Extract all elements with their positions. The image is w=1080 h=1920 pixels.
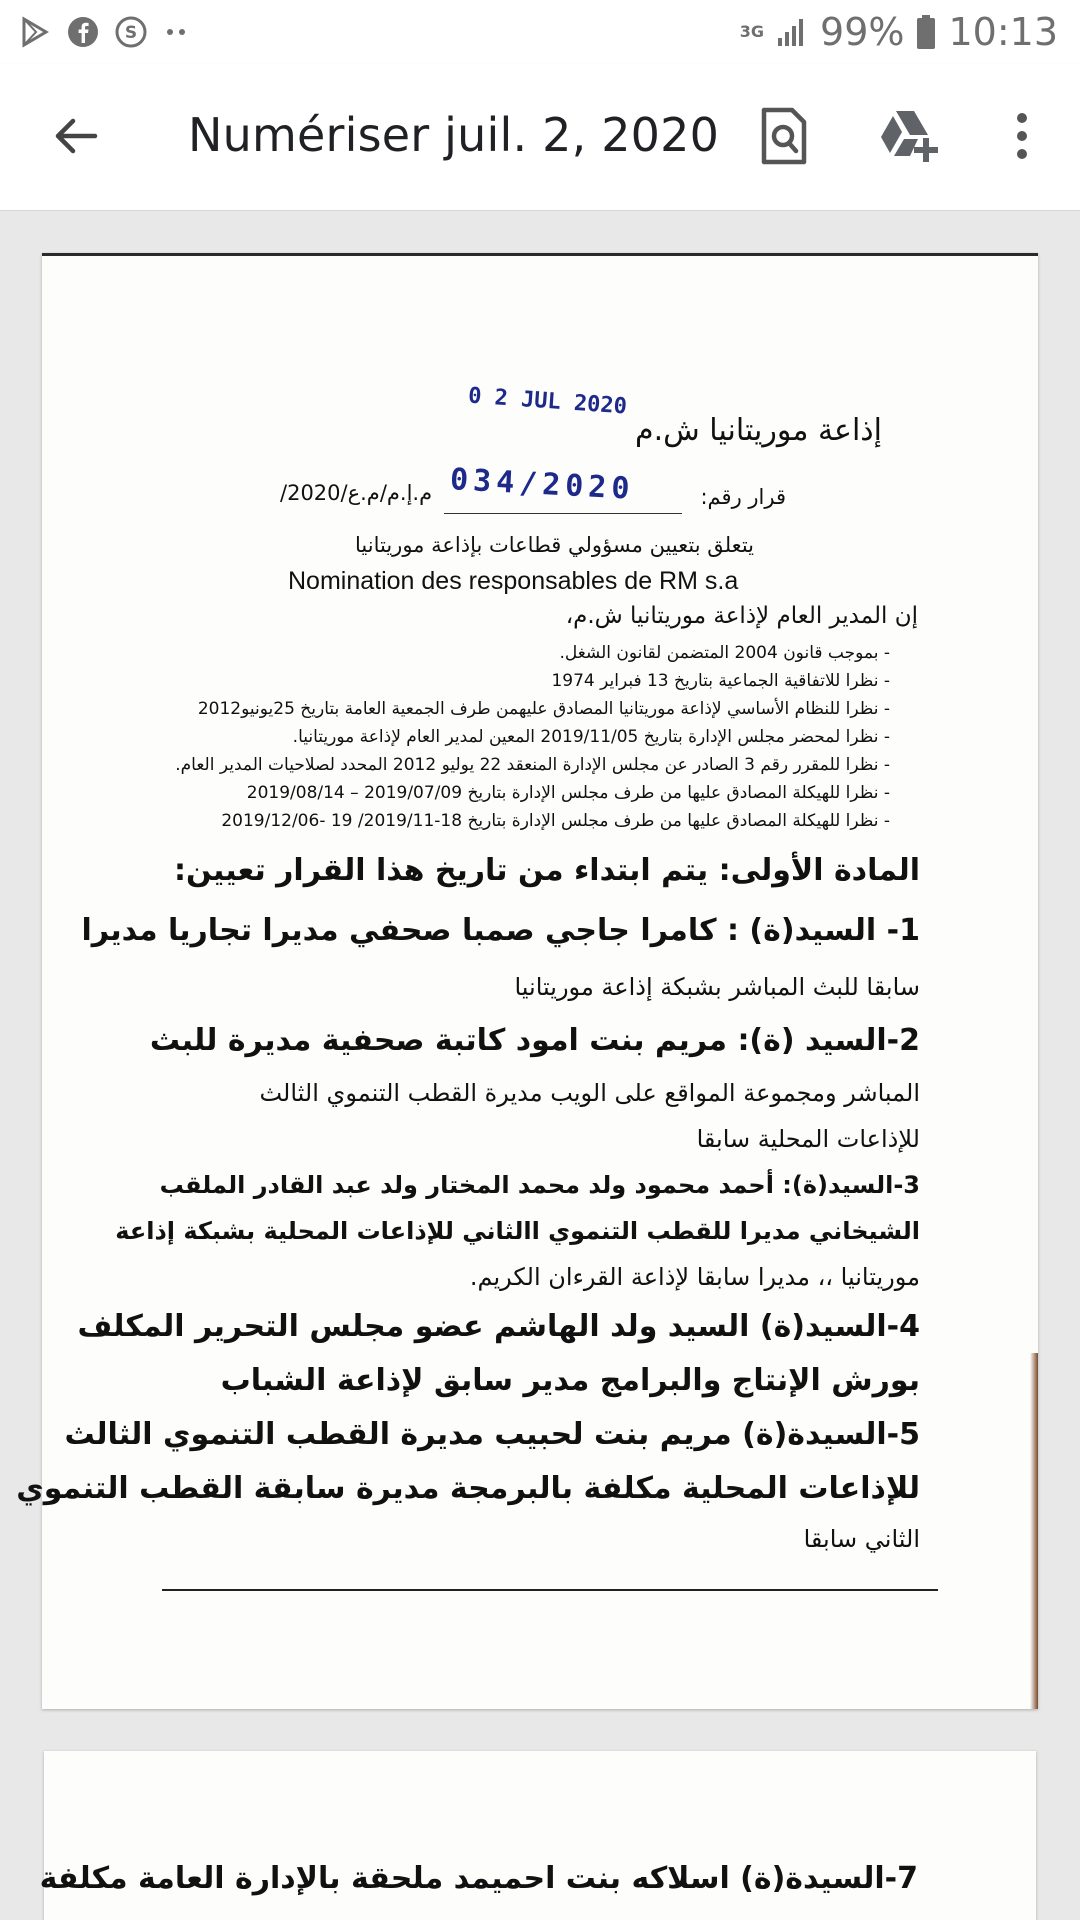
appointment-line: 7-السيدة(ة) اسلاكه بنت احميمد ملحقة بالإدارة العامة مكلفة <box>39 1861 918 1896</box>
appointment-line: للإذاعات المحلية مكلفة بالبرمجة مديرة سابقة القطب التنموي <box>16 1471 920 1506</box>
overflow-menu-button[interactable] <box>984 98 1060 174</box>
decision-suffix: /م.إ.م/م.ع/2020 <box>280 481 433 505</box>
decision-label: قرار رقم: <box>700 485 786 509</box>
overflow-menu-icon <box>1012 111 1032 161</box>
appointment-line: 5-السيدة(ة) مريم بنت لحبيب مديرة القطب التنموي الثالث <box>64 1417 920 1452</box>
appointment-line: الثاني سابقا <box>803 1525 920 1553</box>
document-page-2 <box>39 1751 1036 1920</box>
appointment-line: 4-السيد(ة) السيد ولد الهاشم عضو مجلس التحرير المكلف <box>77 1309 920 1344</box>
appointment-line: بورش الإنتاج والبرامج مدير سابق لإذاعة الشباب <box>220 1363 920 1398</box>
back-button[interactable] <box>44 104 108 168</box>
appointment-line: الشيخاني مديرا للقطب التنموي االثاني للإذاعات المحلية بشبكة إذاعة <box>115 1217 920 1245</box>
play-store-icon <box>18 15 52 49</box>
page-title: Numériser juil. 2, 2020 <box>188 108 720 162</box>
divider-line <box>162 1589 938 1591</box>
consideration-item: - نظرا للنظام الأساسي لإذاعة موريتانيا المصادق عليهمن طرف الجمعية العامة بتاريخ 25يونيو2012 <box>197 699 890 719</box>
number-underline <box>444 513 682 514</box>
consideration-item: - نظرا لمحضر مجلس الإدارة بتاريخ 2019/11/05 المعين لمدير العام لإذاعة موريتانيا. <box>292 727 890 747</box>
page-edge <box>42 253 1038 256</box>
appointment-line: للإذاعات المحلية سابقا <box>696 1125 920 1153</box>
page-shadow <box>1030 1353 1038 1709</box>
director-line: إن المدير العام لإذاعة موريتانيا ش.م، <box>565 603 918 629</box>
subject-arabic: يتعلق بتعيين مسؤولي قطاعات بإذاعة موريتانيا <box>355 533 754 557</box>
system-status <box>740 12 1058 52</box>
document-page-1 <box>16 253 1038 1709</box>
skype-icon <box>114 15 148 49</box>
appointment-line: سابقا للبث المباشر بشبكة إذاعة موريتانيا <box>514 973 920 1001</box>
drive-add-icon <box>876 108 940 164</box>
appointment-line: 1- السيد(ة) : كامرا جاجي صمبا صحفي مديرا تجاريا مديرا <box>81 913 920 948</box>
svg-text:S: S <box>124 23 138 43</box>
signal-icon <box>776 16 808 48</box>
back-arrow-icon <box>51 111 101 161</box>
find-in-document-button[interactable] <box>746 98 822 174</box>
decision-number: 034/2020 <box>449 462 636 507</box>
appointment-line: المباشر ومجموعة المواقع على الويب مديرة القطب التنموي الثالث <box>259 1079 920 1107</box>
article-one-heading: المادة الأولى: يتم ابتداء من تاريخ هذا القرار تعيين: <box>174 853 920 888</box>
document-viewer[interactable] <box>0 211 1080 1920</box>
consideration-item: - نظرا للهيكلة المصادق عليها من طرف مجلس الإدارة بتاريخ 18-2019/11/ 19 -2019/12/06 <box>221 811 890 831</box>
appointment-line: موريتانيا ،، مديرا سابقا لإذاعة القرءان الكريم. <box>469 1263 920 1291</box>
consideration-item: - نظرا للهيكلة المصادق عليها من طرف مجلس الإدارة بتاريخ 2019/07/09 – 2019/08/14 <box>246 783 890 803</box>
consideration-item: - بموجب قانون 2004 المتضمن لقانون الشغل. <box>559 643 890 663</box>
status-bar <box>0 0 1080 64</box>
add-to-drive-button[interactable] <box>870 98 946 174</box>
facebook-icon <box>66 15 100 49</box>
subject-french: Nomination des responsables de RM s.a <box>288 567 739 595</box>
battery-percent: 99% <box>820 10 905 54</box>
appointment-line: 2-السيد (ة): مريم بنت امود كاتبة صحفية مديرة للبث <box>149 1023 920 1058</box>
notification-icons <box>18 12 192 52</box>
battery-icon <box>916 14 936 50</box>
more-dots-icon <box>162 15 192 49</box>
app-bar <box>0 64 1080 211</box>
consideration-item: - نظرا للمقرر رقم 3 الصادر عن مجلس الإدارة المنعقد 22 يوليو 2012 المحدد لصلاحيات المدير العام. <box>175 755 890 775</box>
consideration-item: - نظرا للاتفاقية الجماعية بتاريخ 13 فبراير 1974 <box>551 671 890 691</box>
document-search-icon <box>758 107 810 165</box>
header-org: إذاعة موريتانيا ش.م <box>635 413 882 448</box>
appointment-line: 3-السيد(ة): أحمد محمود ولد محمد المختار ولد عبد القادر الملقب <box>159 1171 920 1199</box>
network-type: 3G <box>739 22 765 41</box>
date-stamp: 0 2 JUL 2020 <box>467 383 628 420</box>
clock: 10:13 <box>948 10 1058 54</box>
